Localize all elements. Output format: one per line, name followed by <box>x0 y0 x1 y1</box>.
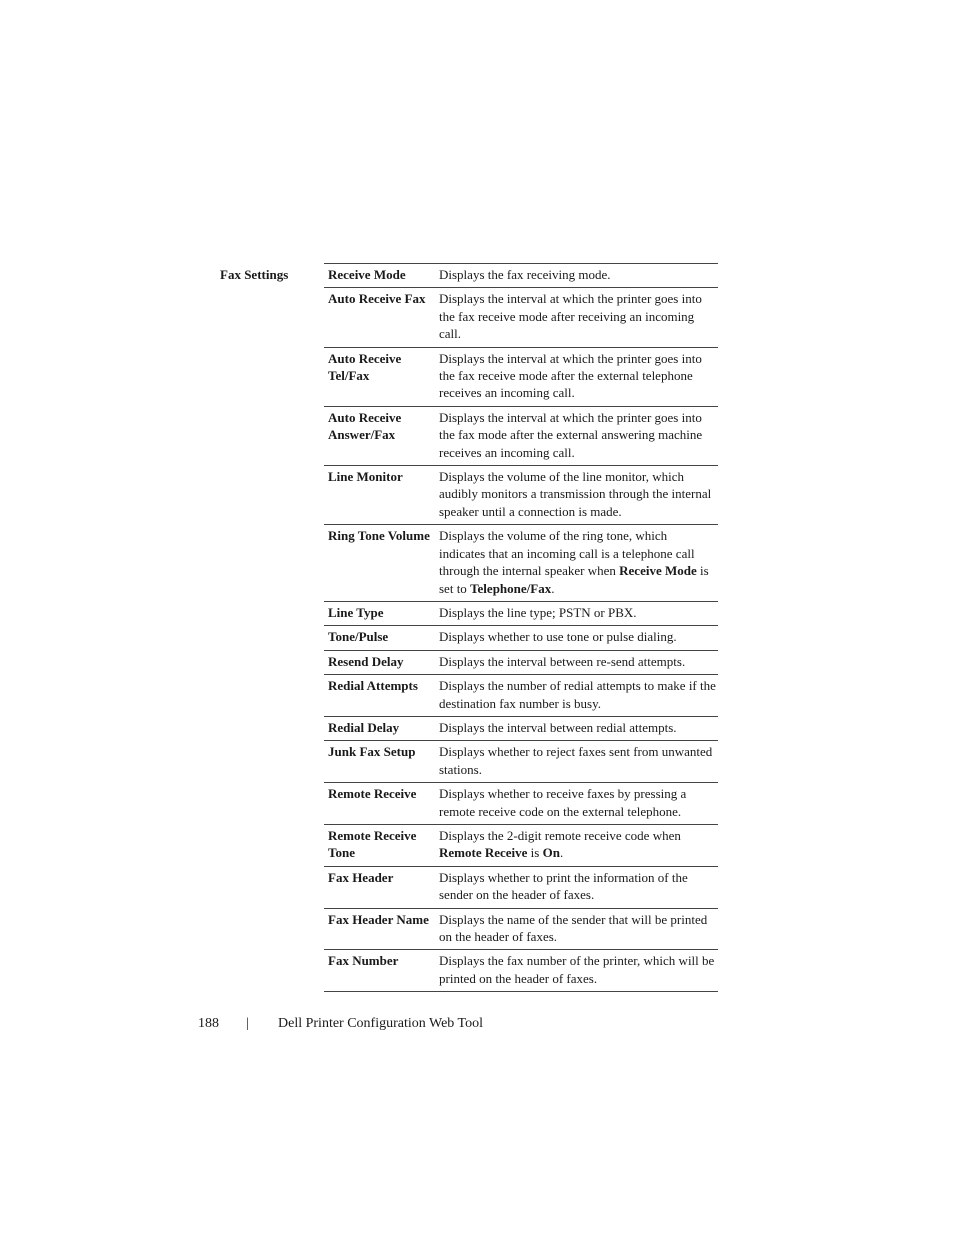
table-row <box>324 783 718 825</box>
setting-name: Auto Receive Fax <box>324 288 436 347</box>
setting-name: Redial Delay <box>324 716 436 740</box>
table-row <box>324 601 718 625</box>
setting-name: Remote Receive Tone <box>324 824 436 866</box>
setting-name: Line Monitor <box>324 466 436 525</box>
table-row <box>324 908 718 950</box>
setting-description: Displays the name of the sender that will be printed on the header of faxes. <box>436 908 718 950</box>
setting-name: Receive Mode <box>324 264 436 288</box>
table-row <box>324 347 718 406</box>
page-number: 188 <box>198 1016 219 1031</box>
setting-name: Junk Fax Setup <box>324 741 436 783</box>
setting-name: Redial Attempts <box>324 675 436 717</box>
setting-description: Displays whether to print the information of the sender on the header of faxes. <box>436 866 718 908</box>
table-row <box>324 950 718 992</box>
setting-name: Tone/Pulse <box>324 626 436 650</box>
setting-description: Displays whether to receive faxes by pressing a remote receive code on the external telephone. <box>436 783 718 825</box>
setting-name: Line Type <box>324 601 436 625</box>
table-row <box>324 675 718 717</box>
table-row <box>324 406 718 465</box>
section-label: Fax Settings <box>220 267 289 282</box>
setting-name: Remote Receive <box>324 783 436 825</box>
table-row <box>324 525 718 602</box>
table-row <box>324 466 718 525</box>
table-row <box>324 866 718 908</box>
table-row <box>324 650 718 674</box>
setting-description: Displays the line type; PSTN or PBX. <box>436 601 718 625</box>
table-row <box>324 288 718 347</box>
setting-name: Ring Tone Volume <box>324 525 436 602</box>
setting-description: Displays the number of redial attempts to make if the destination fax number is busy. <box>436 675 718 717</box>
setting-description: Displays the volume of the line monitor, which audibly monitors a transmission through the internal speaker until a connection is made. <box>436 466 718 525</box>
setting-description: Displays the interval between re-send attempts. <box>436 650 718 674</box>
table-row <box>324 741 718 783</box>
setting-description: Displays the interval between redial attempts. <box>436 716 718 740</box>
table-row <box>324 824 718 866</box>
setting-name: Fax Header <box>324 866 436 908</box>
setting-description: Displays the 2-digit remote receive code when Remote Receive is On. <box>436 824 718 866</box>
table-row <box>324 264 718 288</box>
setting-name: Auto Receive Answer/Fax <box>324 406 436 465</box>
setting-name: Fax Number <box>324 950 436 992</box>
setting-description: Displays the fax number of the printer, which will be printed on the header of faxes. <box>436 950 718 992</box>
setting-description: Displays the fax receiving mode. <box>436 264 718 288</box>
footer-separator: | <box>246 1016 249 1031</box>
setting-name: Resend Delay <box>324 650 436 674</box>
setting-name: Auto Receive Tel/Fax <box>324 347 436 406</box>
setting-name: Fax Header Name <box>324 908 436 950</box>
setting-description: Displays whether to use tone or pulse dialing. <box>436 626 718 650</box>
setting-description: Displays whether to reject faxes sent from unwanted stations. <box>436 741 718 783</box>
setting-description: Displays the interval at which the printer goes into the fax receive mode after the external telephone receives an incoming call. <box>436 347 718 406</box>
setting-description: Displays the volume of the ring tone, which indicates that an incoming call is a telephone call through the internal speaker when Receive Mode is set to Telephone/Fax. <box>436 525 718 602</box>
footer-title: Dell Printer Configuration Web Tool <box>278 1016 484 1031</box>
table-row <box>324 716 718 740</box>
setting-description: Displays the interval at which the printer goes into the fax receive mode after receiving an incoming call. <box>436 288 718 347</box>
table-row <box>324 626 718 650</box>
fax-settings-table <box>324 263 718 992</box>
setting-description: Displays the interval at which the printer goes into the fax mode after the external answering machine receives an incoming call. <box>436 406 718 465</box>
